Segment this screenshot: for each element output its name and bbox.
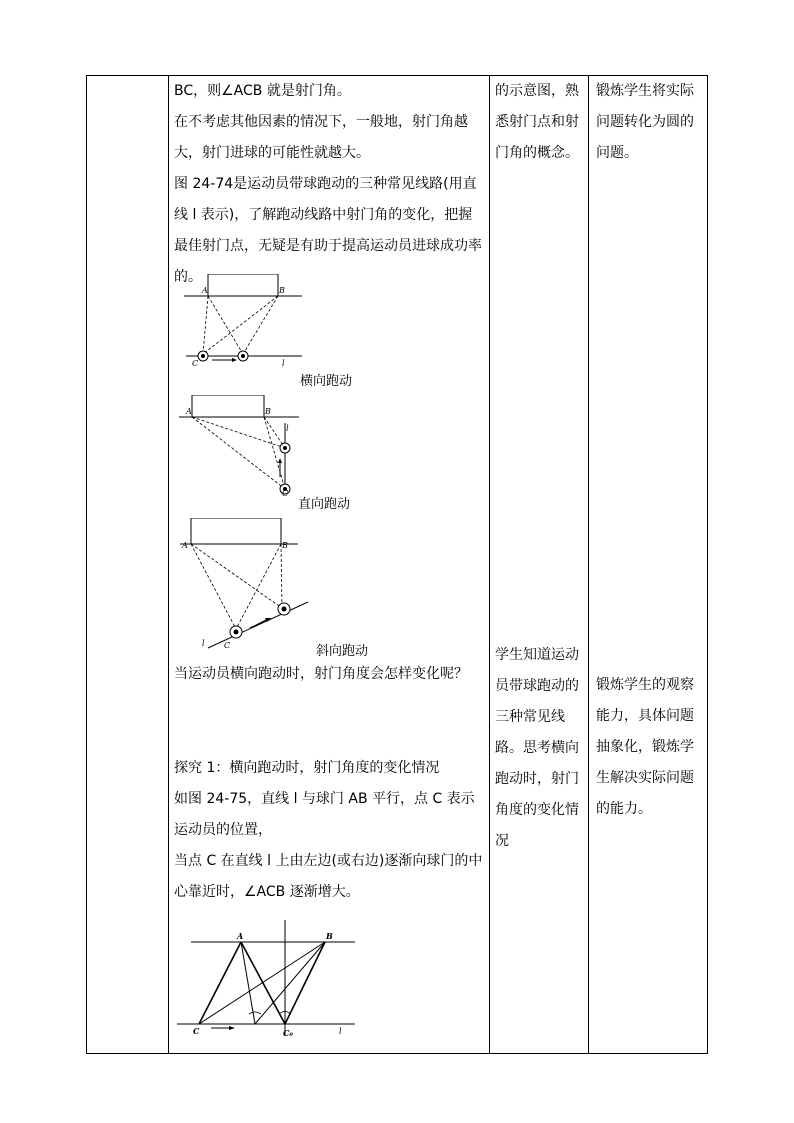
label-a: A	[182, 541, 188, 550]
paragraph: 当点 C 在直线 l 上由左边(或右边)逐渐向球门的中心靠近时，∠ACB 逐渐增大。	[174, 853, 483, 900]
label-a: A	[186, 407, 192, 416]
caption-diagonal: 斜向跑动	[316, 644, 369, 659]
paragraph: BC，则∠ACB 就是射门角。	[174, 83, 351, 99]
label-b: B	[282, 541, 288, 550]
explore-section	[174, 753, 486, 908]
table-col-divider	[588, 75, 589, 1054]
paragraph: 探究 1：横向跑动时，射门角度的变化情况	[174, 760, 440, 776]
table-col-divider	[168, 75, 169, 1054]
paragraph: 图 24-74是运动员带球跑动的三种常见线路(用直线 l 表示)，了解跑动线路中射门角的变化，把握最佳射门点，无疑是有助于提高运动员进球成功率的。	[174, 176, 482, 285]
label-b: B	[265, 407, 271, 416]
table-col-divider	[86, 75, 87, 1054]
paragraph: 如图 24-75，直线 l 与球门 AB 平行，点 C 表示运动员的位置，	[174, 791, 475, 838]
figure-straight-run	[179, 395, 299, 497]
label-b: B	[326, 931, 333, 941]
figure-24-75	[175, 918, 365, 1040]
design-intent-2: 锻炼学生的观察能力，具体问题抽象化，锻炼学生解决实际问题的能力。	[596, 677, 694, 817]
label-l: l	[202, 639, 205, 648]
student-activity-1: 的示意图，熟悉射门点和射门角的概念。	[495, 83, 579, 161]
caption-straight: 直向跑动	[298, 497, 351, 512]
label-l: l	[339, 1027, 342, 1036]
label-l: l	[282, 359, 285, 368]
question-text: 当运动员横向跑动时，射门角度会怎样变化呢？	[174, 666, 468, 682]
label-a: A	[237, 931, 244, 941]
table-col-divider	[707, 75, 708, 1054]
caption-horizontal: 横向跑动	[300, 374, 353, 389]
label-c: C	[193, 1026, 200, 1036]
label-c: C	[282, 489, 289, 497]
label-c0: C₀	[283, 1028, 293, 1038]
table-bottom-border	[86, 1053, 707, 1054]
paragraph: 在不考虑其他因素的情况下，一般地，射门角越大，射门进球的可能性就越大。	[174, 114, 468, 161]
label-a: A	[202, 286, 208, 295]
label-c: C	[192, 359, 199, 368]
label-c: C	[224, 641, 231, 650]
figure-horizontal-run	[184, 274, 304, 370]
design-intent-1: 锻炼学生将实际问题转化为圆的问题。	[596, 83, 694, 161]
main-column-intro	[174, 76, 486, 293]
figure-diagonal-run	[180, 518, 320, 650]
student-activity-2: 学生知道运动员带球跑动的三种常见线路。思考横向跑动时，射门角度的变化情况	[495, 647, 579, 849]
table-col-divider	[489, 75, 490, 1054]
label-l: l	[286, 424, 289, 433]
label-b: B	[279, 286, 285, 295]
